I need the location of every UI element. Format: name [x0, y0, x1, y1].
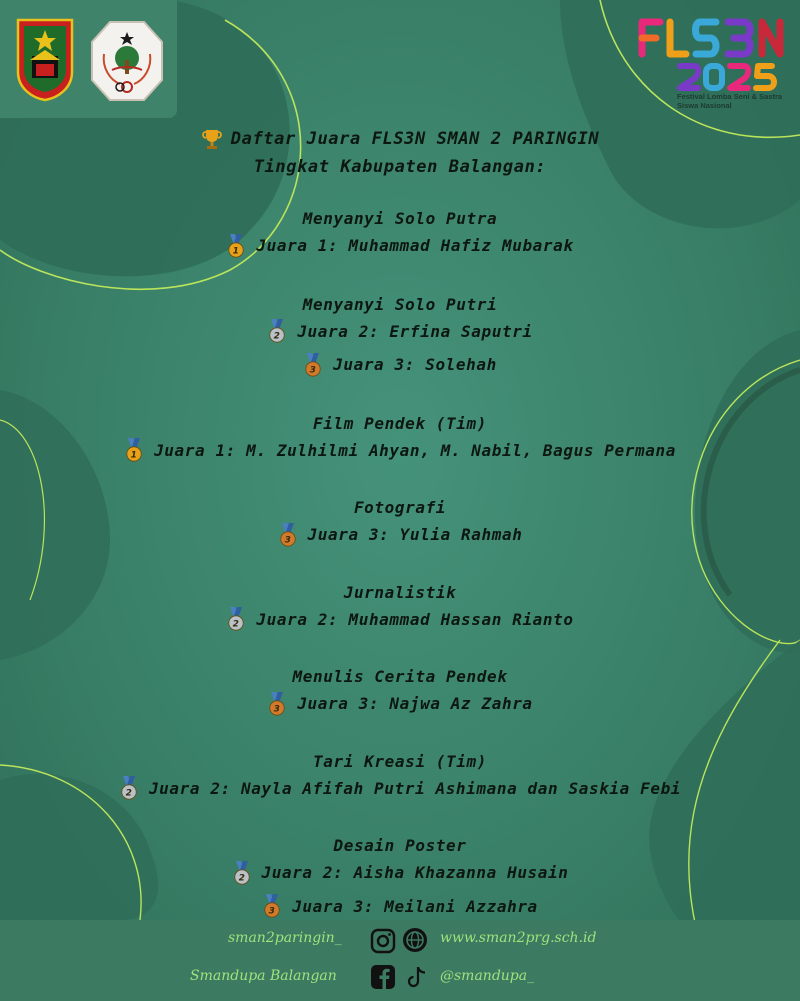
facebook-icon[interactable]	[370, 964, 396, 990]
medal-icon	[262, 894, 282, 918]
sman-2-paringin-emblem-icon	[90, 20, 164, 102]
medal-rank: 3	[284, 535, 291, 545]
medal-rank: 2	[238, 873, 245, 883]
medal-rank: 1	[232, 246, 240, 256]
facebook-handle[interactable]: Smandupa Balangan	[190, 968, 337, 984]
trophy-icon	[201, 128, 223, 150]
winner-line	[0, 232, 800, 266]
winner-text: Juara 1: M. Zulhilmi Ahyan, M. Nabil, Bagus Permana	[154, 440, 676, 460]
sections	[0, 205, 800, 926]
category-section	[0, 205, 800, 266]
medal-icon	[124, 438, 144, 462]
globe-icon[interactable]	[402, 927, 428, 953]
winner-line	[0, 351, 800, 385]
medal-icon	[267, 692, 287, 716]
instagram-icon[interactable]	[370, 928, 396, 954]
logo-panel	[0, 0, 177, 118]
medal-rank: 3	[309, 365, 317, 375]
category-section	[0, 832, 800, 926]
category-title: Jurnalistik	[343, 582, 457, 602]
medal-rank: 2	[125, 788, 133, 799]
winner-text: Juara 2: Nayla Afifah Putri Ashimana dan Saskia Febi	[148, 778, 682, 798]
winner-text: Juara 3: Meilani Azzahra	[292, 896, 538, 916]
medal-rank: 2	[273, 331, 281, 342]
tiktok-handle[interactable]: @smandupa_	[440, 968, 535, 984]
category-title: Menyanyi Solo Putra	[302, 209, 498, 228]
medal-rank: 1	[130, 450, 138, 461]
winner-text: Juara 3: Solehah	[333, 355, 497, 374]
category-section	[0, 410, 800, 471]
winner-text: Juara 1: Muhammad Hafiz Mubarak	[256, 236, 574, 255]
page-title	[0, 128, 800, 178]
balangan-regency-emblem-icon	[14, 16, 76, 102]
winner-line	[0, 437, 800, 471]
medal-rank: 3	[268, 906, 276, 917]
title-line-2: Tingkat Kabupaten Balangan:	[253, 157, 547, 177]
medal-icon	[119, 776, 139, 800]
tiktok-icon[interactable]	[404, 964, 430, 990]
winner-text: Juara 2: Erfina Saputri	[297, 321, 533, 341]
winners-list	[0, 128, 800, 926]
category-title: Menyanyi Solo Putri	[302, 294, 498, 314]
footer	[0, 920, 800, 1001]
category-title: Menulis Cerita Pendek	[292, 667, 508, 686]
winner-text: Juara 3: Najwa Az Zahra	[297, 694, 533, 713]
title-line-1: Daftar Juara FLS3N SMAN 2 PARINGIN	[230, 129, 600, 149]
medal-icon	[278, 523, 298, 547]
winner-line	[0, 859, 800, 893]
winner-text: Juara 2: Aisha Khazanna Husain	[261, 863, 569, 882]
medal-icon	[303, 353, 323, 377]
category-title: Fotografi	[353, 498, 447, 517]
category-section	[0, 748, 800, 809]
medal-icon	[232, 861, 252, 885]
medal-rank: 2	[232, 619, 240, 630]
medal-icon	[226, 607, 246, 631]
instagram-handle[interactable]: sman2paringin_	[228, 930, 342, 946]
category-title: Film Pendek (Tim)	[313, 413, 487, 433]
winner-text: Juara 2: Muhammad Hassan Rianto	[256, 609, 574, 629]
category-section	[0, 663, 800, 724]
website-link[interactable]: www.sman2prg.sch.id	[440, 930, 597, 946]
winner-line	[0, 318, 800, 352]
winner-line	[0, 606, 800, 640]
winner-line	[0, 775, 800, 809]
winner-text: Juara 3: Yulia Rahmah	[307, 525, 523, 544]
medal-rank: 3	[273, 704, 281, 714]
category-section	[0, 291, 800, 385]
medal-icon	[267, 319, 287, 343]
winner-line	[0, 690, 800, 724]
category-section	[0, 494, 800, 555]
category-title: Tari Kreasi (Tim)	[313, 751, 487, 771]
category-title: Desain Poster	[333, 836, 467, 855]
medal-icon	[226, 234, 246, 258]
category-section	[0, 579, 800, 640]
winner-line	[0, 521, 800, 555]
brand-subtitle: Festival Lomba Seni & Sastra Siswa Nasional	[677, 92, 783, 110]
